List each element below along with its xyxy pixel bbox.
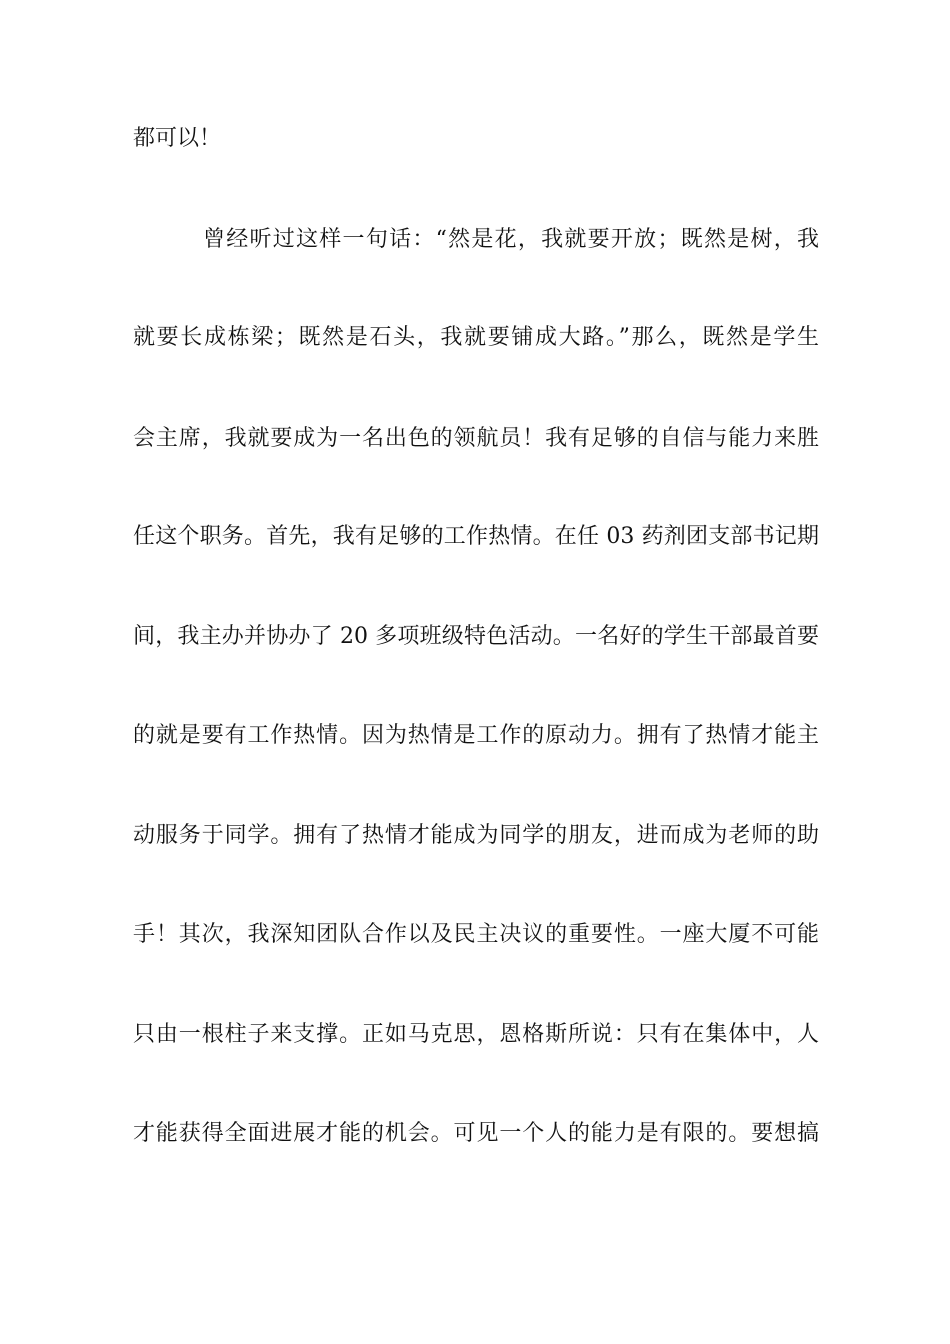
text-line: 动服务于同学。拥有了热情才能成为同学的朋友，进而成为老师的助	[133, 823, 819, 848]
text-line: 都可以！	[133, 126, 222, 151]
text-line: 任这个职务。首先，我有足够的工作热情。在任 03 药剂团支部书记期	[133, 524, 819, 549]
text-line: 只由一根柱子来支撑。正如马克思，恩格斯所说：只有在集体中，人	[133, 1022, 819, 1047]
text-line: 才能获得全面进展才能的机会。可见一个人的能力是有限的。要想搞	[133, 1121, 819, 1146]
text-line: 的就是要有工作热情。因为热情是工作的原动力。拥有了热情才能主	[133, 723, 819, 748]
text-line: 会主席，我就要成为一名出色的领航员！我有足够的自信与能力来胜	[133, 426, 819, 451]
text-line: 手！其次，我深知团队合作以及民主决议的重要性。一座大厦不可能	[133, 922, 819, 947]
paragraph-first-line: 曾经听过这样一句话：“然是花，我就要开放；既然是树，我	[203, 227, 819, 252]
text-line: 间，我主办并协办了 20 多项班级特色活动。一名好的学生干部最首要	[133, 624, 819, 649]
text-line: 就要长成栋梁；既然是石头，我就要铺成大路。”那么，既然是学生	[133, 325, 819, 350]
